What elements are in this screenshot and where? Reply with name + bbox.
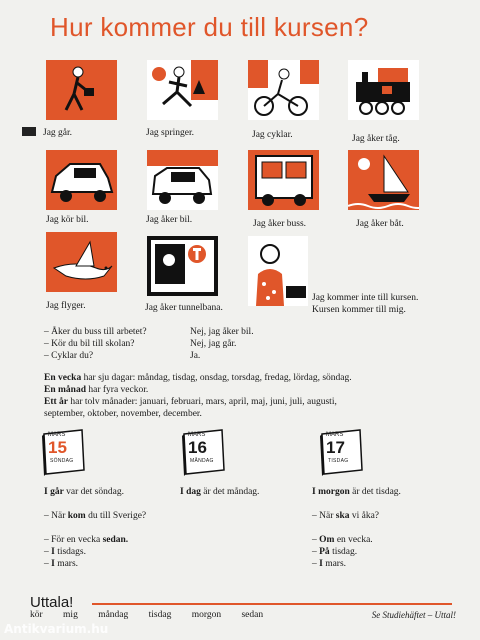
page-marker: [22, 127, 36, 136]
past-answer-2: – I tisdags.: [44, 547, 86, 557]
calendar-day: 15: [48, 438, 67, 457]
caption-bus: Jag åker buss.: [253, 219, 307, 229]
walking-man-icon: [46, 60, 117, 120]
past-answer-3: – I mars.: [44, 559, 79, 569]
page-title: Hur kommer du till kursen?: [50, 12, 369, 42]
calendar-month: MARS: [188, 432, 206, 438]
note-line-2: Kursen kommer till mig.: [312, 305, 406, 315]
calendar-yesterday: [40, 428, 88, 476]
future-answer-3: – I mars.: [312, 559, 347, 569]
study-booklet-hint: Se Studiehäftet – Uttal!: [371, 610, 456, 620]
calendar-today: [180, 428, 228, 476]
column-past: [44, 486, 194, 570]
future-answer-2: – På tisdag.: [312, 547, 358, 557]
answer-1: Nej, jag åker bil.: [190, 327, 254, 337]
pronounce-words: kör mig måndag tisdag morgon sedan: [30, 610, 264, 620]
year-line-2: september, oktober, november, december.: [44, 409, 202, 419]
calendar-month: MARS: [48, 432, 66, 438]
train-icon: [348, 60, 419, 120]
bird-icon: [46, 232, 117, 292]
woman-at-phone-icon: [248, 236, 308, 306]
answer-list: [190, 326, 254, 362]
watermark: Antikvarium.hu: [4, 622, 109, 636]
note-line-1: Jag kommer inte till kursen.: [312, 293, 419, 303]
calendar-month: MARS: [326, 432, 344, 438]
caption-boat: Jag åker båt.: [356, 219, 404, 229]
answer-3: Ja.: [190, 351, 201, 361]
pronounce-divider: [92, 603, 452, 605]
running-man-icon: [147, 60, 218, 120]
calendar-day: 16: [188, 438, 207, 457]
future-heading: I morgon är det tisdag.: [312, 487, 401, 497]
calendar-weekday: MÅNDAG: [190, 458, 214, 464]
year-line: Ett år har tolv månader: januari, februari, mars, april, maj, juni, juli, augusti,: [44, 397, 337, 407]
caption-fly: Jag flyger.: [46, 301, 86, 311]
present-heading: I dag är det måndag.: [180, 487, 260, 497]
column-future: [312, 486, 462, 570]
car-driver-icon: [46, 150, 117, 210]
question-3: – Cyklar du?: [44, 351, 94, 361]
past-heading: I går var det söndag.: [44, 487, 124, 497]
calendar-weekday: SÖNDAG: [50, 458, 74, 464]
caption-train: Jag åker tåg.: [352, 134, 400, 144]
month-line: En månad har fyra veckor.: [44, 385, 149, 395]
week-line: En vecka har sju dagar: måndag, tisdag, onsdag, torsdag, fredag, lördag, söndag.: [44, 373, 352, 383]
subway-icon: [147, 236, 218, 296]
time-vocabulary: [44, 372, 464, 420]
bus-icon: [248, 150, 319, 210]
caption-drive: Jag kör bil.: [46, 215, 89, 225]
past-answer-1: – För en vecka sedan.: [44, 535, 129, 545]
cyclist-icon: [248, 60, 319, 120]
calendar-weekday: TISDAG: [328, 458, 349, 464]
car-passenger-icon: [147, 150, 218, 210]
question-1: – Åker du buss till arbetet?: [44, 327, 147, 337]
past-question: – När kom du till Sverige?: [44, 511, 147, 521]
caption-subway: Jag åker tunnelbana.: [145, 303, 223, 313]
question-list: [44, 326, 147, 362]
caption-bike: Jag cyklar.: [252, 130, 293, 140]
answer-2: Nej, jag går.: [190, 339, 237, 349]
future-answer-1: – Om en vecka.: [312, 535, 373, 545]
sailboat-icon: [348, 150, 419, 210]
note-text: [312, 292, 418, 316]
pronounce-heading: Uttala!: [30, 594, 74, 611]
caption-run: Jag springer.: [146, 128, 195, 138]
calendar-day: 17: [326, 438, 345, 457]
caption-ride: Jag åker bil.: [146, 215, 193, 225]
question-2: – Kör du bil till skolan?: [44, 339, 135, 349]
future-question: – När ska vi åka?: [312, 511, 380, 521]
caption-walk: Jag går.: [43, 128, 73, 138]
calendar-tomorrow: [318, 428, 366, 476]
column-present: [180, 486, 330, 498]
